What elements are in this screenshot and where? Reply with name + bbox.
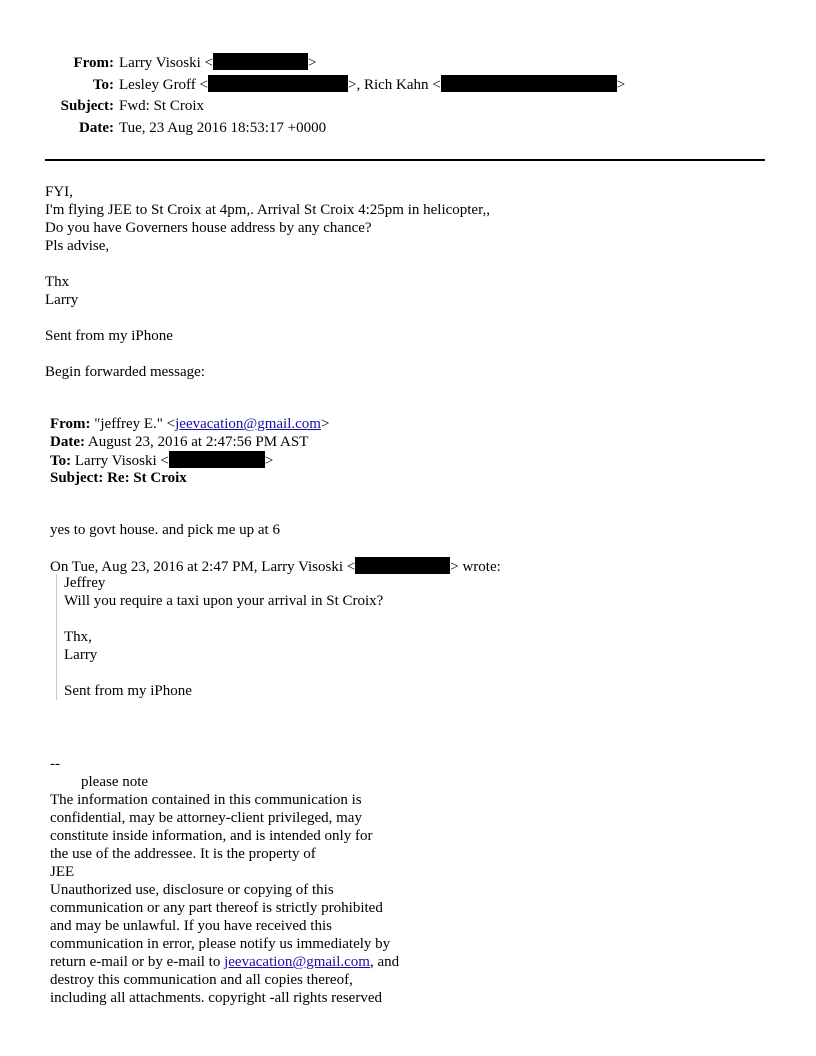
fwd-from-email-link[interactable]: jeevacation@gmail.com bbox=[175, 416, 321, 432]
fwd-to-label: To: bbox=[50, 453, 72, 469]
body-line: Do you have Governers house address by any chance? bbox=[45, 220, 372, 236]
on-wrote-prefix: On Tue, Aug 23, 2016 at 2:47 PM, Larry Visoski < bbox=[50, 559, 356, 575]
body-line: I'm flying JEE to St Croix at 4pm,. Arrival St Croix 4:25pm in helicopter,, bbox=[45, 202, 490, 218]
to-name-1: Lesley Groff < bbox=[119, 77, 208, 93]
to-close: > bbox=[616, 77, 626, 93]
footer-line: and may be unlawful. If you have received this bbox=[50, 918, 332, 934]
body-line: Pls advise, bbox=[45, 238, 110, 254]
reply-block bbox=[50, 521, 501, 575]
redaction-box bbox=[213, 53, 308, 70]
footer-line: constitute inside information, and is intended only for bbox=[50, 828, 373, 844]
fwd-date-label: Date: bbox=[50, 434, 85, 450]
redaction-box bbox=[355, 557, 450, 574]
quoted-greeting: Jeffrey bbox=[64, 575, 106, 591]
fwd-subject-row bbox=[50, 469, 329, 487]
from-close: > bbox=[307, 55, 317, 71]
fwd-date-row bbox=[50, 433, 329, 451]
footer-line: communication in error, please notify us immediately by bbox=[50, 936, 391, 952]
quoted-message bbox=[56, 574, 383, 700]
body-signature: Larry bbox=[45, 292, 79, 308]
footer-return-suffix: , and bbox=[369, 954, 400, 970]
quoted-signature: Larry bbox=[64, 647, 98, 663]
message-body bbox=[45, 183, 490, 381]
from-value bbox=[119, 53, 316, 72]
footer-line: JEE bbox=[50, 864, 75, 880]
fwd-subject-label: Subject: Re: St Croix bbox=[50, 470, 187, 486]
footer-please-note: please note bbox=[81, 774, 149, 790]
subject-row bbox=[0, 97, 816, 119]
fwd-date-value: August 23, 2016 at 2:47:56 PM AST bbox=[87, 434, 309, 450]
fwd-from-label: From: bbox=[50, 416, 91, 432]
body-line: FYI, bbox=[45, 184, 73, 200]
header-divider bbox=[45, 159, 765, 161]
to-row bbox=[0, 75, 816, 97]
footer-line: destroy this communication and all copies thereof, bbox=[50, 972, 353, 988]
quoted-thanks: Thx, bbox=[64, 629, 92, 645]
to-mid: >, Rich Kahn < bbox=[348, 77, 441, 93]
begin-forwarded: Begin forwarded message: bbox=[45, 364, 205, 380]
redaction-box bbox=[441, 75, 617, 92]
on-wrote-suffix: > wrote: bbox=[450, 559, 501, 575]
fwd-from-close: > bbox=[320, 416, 330, 432]
quoted-sent-from: Sent from my iPhone bbox=[64, 683, 192, 699]
footer-dashes: -- bbox=[50, 756, 60, 772]
footer-line: communication or any part thereof is strictly prohibited bbox=[50, 900, 383, 916]
footer-line: including all attachments. copyright -all rights reserved bbox=[50, 990, 382, 1006]
footer-line: confidential, may be attorney-client privileged, may bbox=[50, 810, 362, 826]
fwd-to-close: > bbox=[264, 453, 274, 469]
from-row bbox=[0, 53, 816, 75]
on-wrote-line bbox=[50, 557, 501, 575]
date-label: Date: bbox=[79, 120, 114, 136]
fwd-from-row bbox=[50, 415, 329, 433]
email-header bbox=[0, 53, 816, 141]
redaction-box bbox=[208, 75, 348, 92]
date-row bbox=[0, 119, 816, 141]
fwd-to-name: Larry Visoski < bbox=[74, 453, 169, 469]
footer-line: the use of the addressee. It is the property of bbox=[50, 846, 316, 862]
footer-email-link[interactable]: jeevacation@gmail.com bbox=[224, 954, 370, 970]
forwarded-header bbox=[50, 415, 329, 487]
from-name: Larry Visoski < bbox=[119, 55, 213, 71]
subject-label: Subject: bbox=[60, 98, 114, 114]
footer-return-prefix: return e-mail or by e-mail to bbox=[50, 954, 225, 970]
redaction-box bbox=[169, 451, 265, 468]
disclaimer bbox=[50, 755, 399, 1007]
footer-line: The information contained in this communication is bbox=[50, 792, 362, 808]
fwd-from-name: "jeffrey E." < bbox=[94, 416, 176, 432]
footer-return-line bbox=[50, 953, 399, 971]
fwd-to-row bbox=[50, 451, 329, 469]
body-sent-from: Sent from my iPhone bbox=[45, 328, 173, 344]
subject-value: Fwd: St Croix bbox=[119, 98, 205, 114]
body-thanks: Thx bbox=[45, 274, 70, 290]
date-value: Tue, 23 Aug 2016 18:53:17 +0000 bbox=[119, 120, 327, 136]
from-label: From: bbox=[73, 55, 114, 71]
reply-text: yes to govt house. and pick me up at 6 bbox=[50, 522, 280, 538]
to-label: To: bbox=[92, 77, 114, 93]
footer-line: Unauthorized use, disclosure or copying of this bbox=[50, 882, 334, 898]
quoted-question: Will you require a taxi upon your arrival in St Croix? bbox=[64, 593, 384, 609]
to-value bbox=[119, 75, 625, 94]
